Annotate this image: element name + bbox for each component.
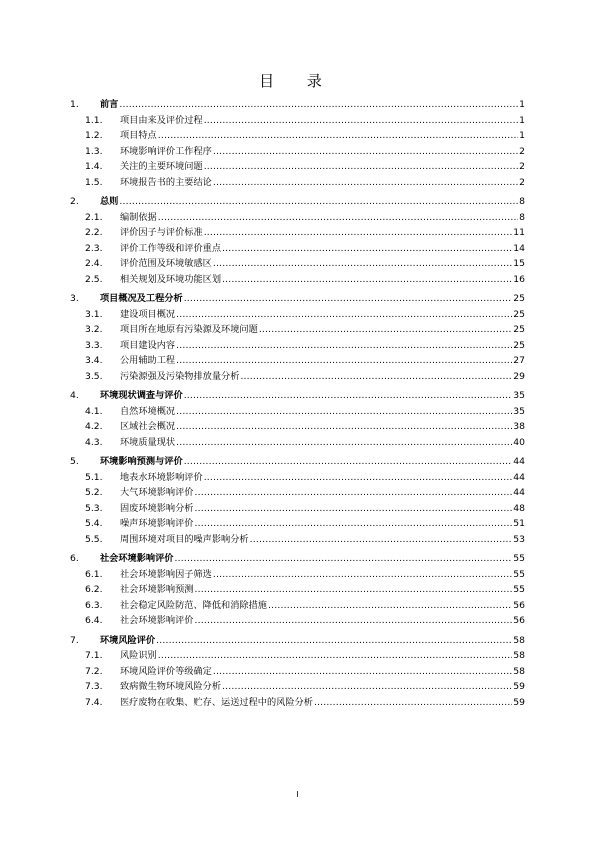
toc-chapter-entry[interactable] — [70, 194, 525, 210]
toc-entry-label: 污染源强及污染物排放量分析 — [120, 370, 240, 382]
toc-entry-label: 周围环境对项目的噪声影响分析 — [120, 533, 249, 545]
toc-entry-number: 3. — [70, 293, 79, 304]
toc-entry-number: 6.1. — [85, 568, 103, 580]
toc-entry-label: 项目特点 — [120, 130, 157, 141]
toc-leader-dots — [195, 501, 513, 517]
toc-entry-number: 3.4. — [85, 355, 103, 366]
toc-entry-page: 15 — [513, 258, 525, 269]
toc-entry-page: 2 — [519, 145, 525, 157]
toc-section-entry[interactable] — [70, 516, 525, 532]
toc-entry-page: 59 — [513, 696, 525, 708]
toc-entry-page: 25 — [513, 293, 525, 304]
toc-leader-dots — [222, 272, 512, 288]
toc-leader-dots — [158, 210, 518, 226]
toc-entry-number: 7.2. — [85, 665, 103, 677]
toc-leader-dots — [213, 567, 512, 583]
toc-entry-page: 53 — [513, 533, 525, 545]
toc-entry-number: 4.2. — [85, 421, 103, 432]
toc-entry-number: 1. — [70, 99, 79, 110]
toc-section-entry[interactable] — [70, 567, 525, 583]
toc-entry-label: 噪声环境影响评价 — [120, 518, 194, 529]
toc-section-entry[interactable] — [70, 338, 525, 354]
toc-entry-page: 14 — [513, 242, 525, 254]
toc-entry-number: 1.1. — [85, 114, 103, 126]
toc-entry-number: 7.1. — [85, 650, 103, 661]
toc-leader-dots — [195, 516, 513, 532]
toc-leader-dots — [176, 353, 512, 369]
toc-entry-label: 前言 — [100, 99, 119, 110]
toc-leader-dots — [119, 194, 518, 210]
toc-leader-dots — [213, 144, 518, 160]
toc-entry-number: 2.4. — [85, 258, 103, 269]
toc-entry-page: 16 — [513, 273, 525, 285]
toc-section-entry[interactable] — [70, 159, 525, 175]
toc-section-entry[interactable] — [70, 532, 525, 548]
toc-section-entry[interactable] — [70, 598, 525, 614]
toc-entry-page: 1 — [519, 114, 525, 126]
toc-entry-number: 1.4. — [85, 161, 103, 172]
toc-leader-dots — [176, 435, 512, 451]
toc-section-entry[interactable] — [70, 241, 525, 257]
toc-entry-label: 大气环境影响评价 — [120, 487, 194, 498]
toc-section-entry[interactable] — [70, 256, 525, 272]
toc-leader-dots — [240, 369, 512, 385]
toc-entry-page: 1 — [519, 99, 525, 110]
toc-entry-label: 公用辅助工程 — [120, 355, 176, 366]
toc-entry-label: 总则 — [100, 196, 119, 207]
toc-entry-number: 1.5. — [85, 176, 103, 188]
toc-entry-label: 编制依据 — [120, 211, 157, 223]
toc-section-entry[interactable] — [70, 210, 525, 226]
toc-entry-number: 5.1. — [85, 471, 103, 483]
toc-leader-dots — [204, 159, 518, 175]
toc-entry-label: 社会环境影响评价 — [120, 615, 194, 626]
toc-chapter-entry[interactable] — [70, 97, 525, 113]
toc-entry-label: 固废环境影响分析 — [120, 502, 194, 514]
toc-leader-dots — [250, 532, 513, 548]
toc-entry-page: 8 — [519, 211, 525, 223]
toc-leader-dots — [184, 291, 513, 307]
toc-leader-dots — [158, 648, 513, 664]
toc-section-entry[interactable] — [70, 613, 525, 629]
toc-entry-number: 5.5. — [85, 533, 103, 545]
toc-entry-number: 3.2. — [85, 324, 103, 335]
toc-entry-number: 7. — [70, 634, 79, 646]
toc-entry-number: 3.3. — [85, 339, 103, 351]
toc-leader-dots — [259, 322, 512, 338]
toc-section-entry[interactable] — [70, 419, 525, 435]
toc-section-entry[interactable] — [70, 225, 525, 241]
toc-entry-number: 2.1. — [85, 211, 103, 223]
toc-entry-number: 5. — [70, 456, 79, 467]
toc-section-entry[interactable] — [70, 128, 525, 144]
toc-entry-page: 58 — [513, 650, 525, 661]
toc-leader-dots — [222, 679, 512, 695]
toc-title: 目 录 — [259, 72, 336, 90]
toc-section-entry[interactable] — [70, 113, 525, 129]
toc-entry-label: 区域社会概况 — [120, 421, 176, 432]
toc-entry-page: 51 — [513, 518, 525, 529]
toc-entry-number: 5.3. — [85, 502, 103, 514]
toc-entry-label: 项目由来及评价过程 — [120, 114, 203, 126]
toc-entry-label: 项目概况及工程分析 — [100, 293, 183, 304]
toc-entry-label: 地表水环境影响评价 — [120, 471, 203, 483]
toc-entry-label: 相关规划及环境功能区划 — [120, 273, 222, 285]
toc-entry-number: 6. — [70, 553, 79, 564]
toc-entry-page: 56 — [513, 599, 525, 611]
toc-section-entry[interactable] — [70, 485, 525, 501]
toc-section-entry[interactable] — [70, 648, 525, 664]
toc-entry-label: 项目所在地原有污染源及环境问题 — [120, 324, 258, 335]
toc-leader-dots — [222, 241, 512, 257]
toc-leader-dots — [204, 113, 518, 129]
toc-leader-dots — [213, 175, 518, 191]
toc-entry-number: 1.3. — [85, 145, 103, 157]
toc-entry-number: 4. — [70, 390, 79, 401]
toc-entry-page: 58 — [513, 665, 525, 677]
toc-entry-label: 环境报告书的主要结论 — [120, 176, 212, 188]
toc-entry-number: 3.1. — [85, 308, 103, 320]
toc-entry-number: 2. — [70, 196, 79, 207]
toc-entry-page: 58 — [513, 634, 525, 646]
toc-entry-page: 44 — [513, 487, 525, 498]
toc-section-entry[interactable] — [70, 695, 525, 711]
toc-leader-dots — [184, 388, 513, 404]
toc-entry-page: 55 — [513, 553, 525, 564]
toc-entry-label: 社会环境影响预测 — [120, 584, 194, 595]
toc-entry-page: 25 — [513, 308, 525, 320]
toc-entry-label: 关注的主要环境问题 — [120, 161, 203, 172]
toc-section-entry[interactable] — [70, 501, 525, 517]
toc-entry-page: 2 — [519, 176, 525, 188]
toc-entry-page: 48 — [513, 502, 525, 514]
toc-section-entry[interactable] — [70, 144, 525, 160]
toc-leader-dots — [195, 613, 513, 629]
toc-section-entry[interactable] — [70, 353, 525, 369]
toc-entry-label: 建设项目概况 — [120, 308, 176, 320]
toc-entry-label: 评价因子与评价标准 — [120, 227, 203, 238]
toc-entry-number: 6.2. — [85, 584, 103, 595]
toc-entry-number: 2.3. — [85, 242, 103, 254]
toc-chapter-entry[interactable] — [70, 551, 525, 567]
toc-entry-label: 社会环境影响因子筛选 — [120, 568, 212, 580]
toc-entry-page: 25 — [513, 324, 525, 335]
toc-leader-dots — [156, 633, 512, 649]
toc-entry-number: 4.1. — [85, 405, 103, 417]
toc-leader-dots — [176, 404, 512, 420]
table-of-contents — [70, 97, 525, 710]
toc-entry-label: 环境质量现状 — [120, 436, 176, 448]
toc-chapter-entry[interactable] — [70, 633, 525, 649]
toc-entry-page: 29 — [513, 370, 525, 382]
toc-leader-dots — [314, 695, 512, 711]
toc-entry-page: 40 — [513, 436, 525, 448]
toc-entry-page: 1 — [519, 130, 525, 141]
toc-leader-dots — [268, 598, 512, 614]
toc-section-entry[interactable] — [70, 470, 525, 486]
toc-entry-page: 35 — [513, 390, 525, 401]
toc-leader-dots — [176, 338, 512, 354]
toc-entry-page: 59 — [513, 681, 525, 692]
toc-entry-number: 2.5. — [85, 273, 103, 285]
toc-entry-page: 44 — [513, 456, 525, 467]
toc-leader-dots — [195, 582, 513, 598]
toc-entry-label: 环境风险评价等级确定 — [120, 665, 212, 677]
toc-section-entry[interactable] — [70, 369, 525, 385]
toc-entry-page: 25 — [513, 339, 525, 351]
toc-section-entry[interactable] — [70, 307, 525, 323]
toc-entry-number: 5.2. — [85, 487, 103, 498]
toc-entry-number: 4.3. — [85, 436, 103, 448]
toc-entry-label: 社会环境影响评价 — [100, 553, 174, 564]
toc-entry-label: 环境现状调查与评价 — [100, 390, 183, 401]
toc-entry-page: 38 — [513, 421, 525, 432]
toc-entry-label: 风险识别 — [120, 650, 157, 661]
toc-entry-number: 2.2. — [85, 227, 103, 238]
toc-leader-dots — [119, 97, 518, 113]
toc-entry-page: 11 — [513, 227, 525, 238]
toc-leader-dots — [184, 454, 513, 470]
toc-entry-number: 1.2. — [85, 130, 103, 141]
toc-entry-page: 35 — [513, 405, 525, 417]
toc-entry-page: 44 — [513, 471, 525, 483]
toc-entry-label: 环境影响评价工作程序 — [120, 145, 212, 157]
toc-entry-label: 评价范围及环境敏感区 — [120, 258, 212, 269]
toc-section-entry[interactable] — [70, 272, 525, 288]
toc-leader-dots — [204, 225, 513, 241]
toc-leader-dots — [176, 419, 512, 435]
toc-entry-number: 7.3. — [85, 681, 103, 692]
toc-chapter-entry[interactable] — [70, 388, 525, 404]
toc-entry-number: 6.4. — [85, 615, 103, 626]
toc-entry-number: 6.3. — [85, 599, 103, 611]
toc-entry-page: 55 — [513, 584, 525, 595]
toc-section-entry[interactable] — [70, 582, 525, 598]
toc-entry-label: 医疗废物在收集、贮存、运送过程中的风险分析 — [120, 696, 313, 708]
toc-entry-label: 项目建设内容 — [120, 339, 176, 351]
toc-section-entry[interactable] — [70, 175, 525, 191]
toc-leader-dots — [158, 128, 518, 144]
toc-entry-label: 环境影响预测与评价 — [100, 456, 183, 467]
toc-entry-label: 社会稳定风险防范、降低和消除措施 — [120, 599, 267, 611]
toc-entry-page: 56 — [513, 615, 525, 626]
toc-entry-label: 致病微生物环境风险分析 — [120, 681, 222, 692]
toc-entry-label: 自然环境概况 — [120, 405, 176, 417]
toc-entry-number: 5.4. — [85, 518, 103, 529]
toc-entry-number: 3.5. — [85, 370, 103, 382]
toc-section-entry[interactable] — [70, 435, 525, 451]
toc-section-entry[interactable] — [70, 322, 525, 338]
toc-entry-page: 2 — [519, 161, 525, 172]
toc-leader-dots — [176, 307, 512, 323]
toc-leader-dots — [213, 664, 512, 680]
toc-chapter-entry[interactable] — [70, 291, 525, 307]
toc-leader-dots — [195, 485, 513, 501]
toc-entry-page: 55 — [513, 568, 525, 580]
toc-section-entry[interactable] — [70, 404, 525, 420]
toc-entry-number: 7.4. — [85, 696, 103, 708]
toc-leader-dots — [213, 256, 512, 272]
toc-section-entry[interactable] — [70, 664, 525, 680]
toc-chapter-entry[interactable] — [70, 454, 525, 470]
page-footer-number: I — [296, 790, 299, 799]
toc-entry-label: 环境风险评价 — [100, 634, 156, 646]
toc-leader-dots — [175, 551, 513, 567]
toc-entry-page: 27 — [513, 355, 525, 366]
toc-section-entry[interactable] — [70, 679, 525, 695]
toc-entry-label: 评价工作等级和评价重点 — [120, 242, 222, 254]
toc-entry-page: 8 — [519, 196, 525, 207]
toc-leader-dots — [204, 470, 513, 486]
